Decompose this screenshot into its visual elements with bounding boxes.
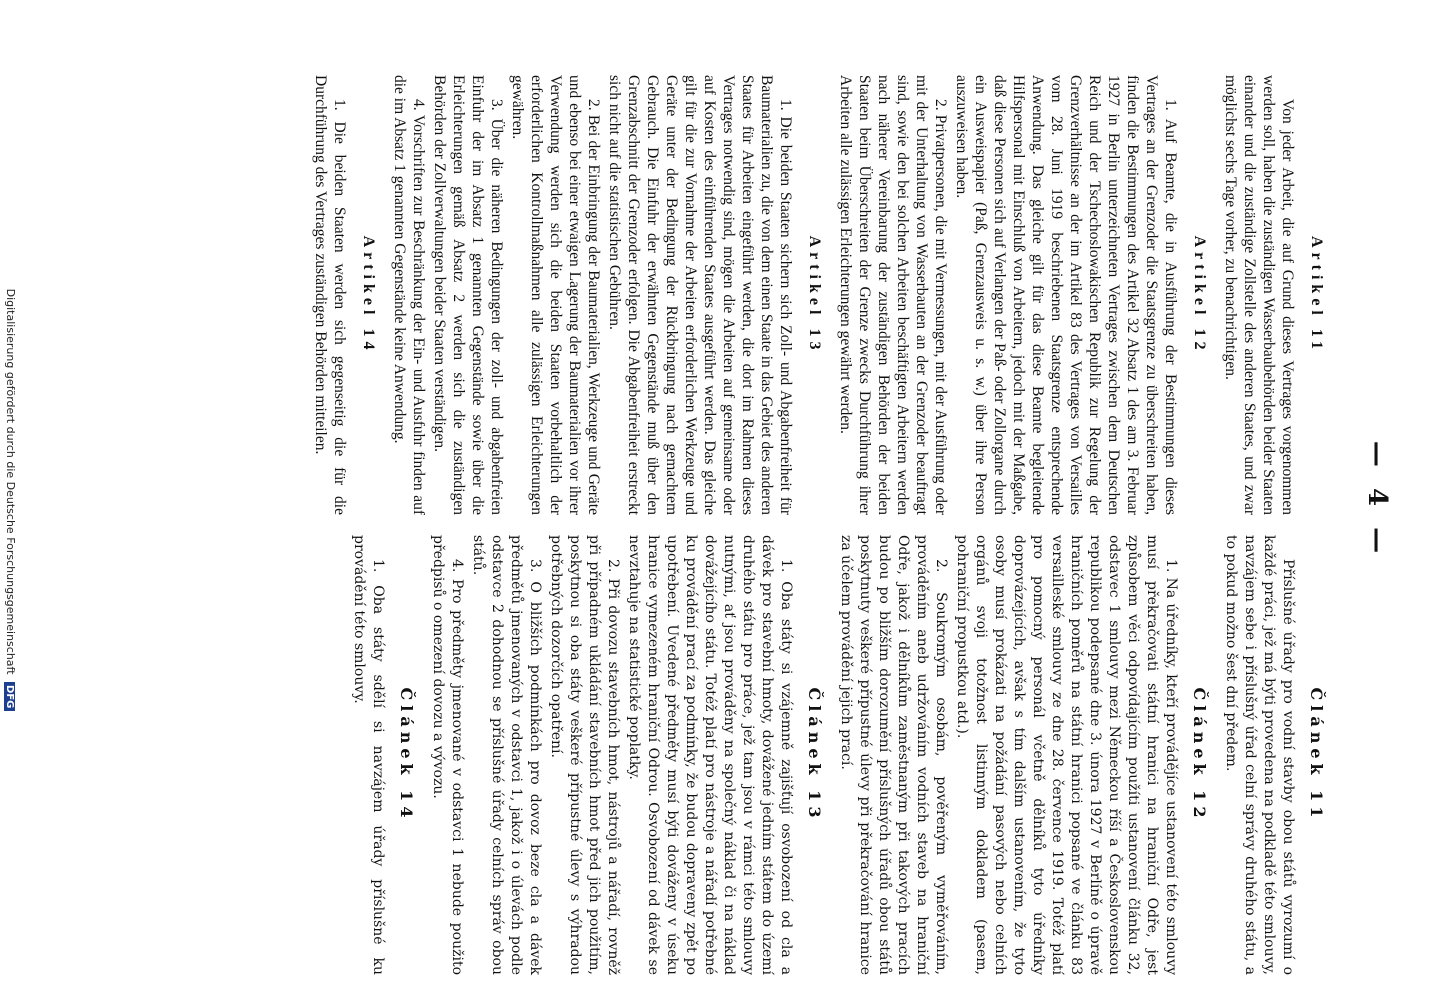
german-article-11-title: Artikel 11 <box>1308 236 1325 354</box>
digitization-credit-text: Digitalisierung gefördert durch die Deutsche Forschungsgemeinschaft <box>4 288 17 675</box>
dfg-logo: DFG <box>4 682 15 711</box>
czech-article-14-para-1: 1. Oba státy sdělí si navzájem úřady příslušné ku provádění této smlouvy. <box>351 535 386 975</box>
german-article-13-title: Artikel 13 <box>806 235 823 355</box>
german-article-13-para-4: 4. Vorschriften zur Beschränkung der Ein- und Ausfuhr finden auf die im Absatz 1 genannten Gegenstände keine Anwendung. <box>391 75 427 515</box>
czech-article-13-title: Článek 13 <box>805 687 824 823</box>
czech-article-13-para-4: 4. Pro předměty jmenované v odstavci 1 nebude použito předpisů o omezení dovozu a vývozu. <box>430 535 465 975</box>
czech-article-13-para-3: 3. O bližších podmínkách pro dovoz beze cla a dávek předmětů jmenovaných v odstavci 1, jakož i o úlevách podle odstavce 2 dohodnou se příslušné úřady celních správ obou států. <box>470 535 543 975</box>
czech-column <box>138 535 1338 975</box>
czech-article-13-para-2: 2. Při dovozu stavebních hmot, nástrojů a nářadí, rovněž při případném ukládání stavebních hmot před jich použitím, poskytnou si oba státy veškeré přípustné úlevy s výhradou potřebných dozorčích opatření. <box>548 535 621 975</box>
czech-article-12-para-1: 1. Na úředníky, kteří provádějíce ustanovení této smlouvy musí překračovati státní hranici na hraniční Odře, jest způsobem věci odpovídajícím použíti ustanovení článku 32, odstavec 1 smlouvy mezi Německou říší a Československou republikou podepsané dne 3. února 1927 v Berlíně o úpravě hraničních poměrů na státní hranici popsané ve článku 83 versailleské smlouvy ze dne 28. července 1919. Totéž platí pro pomocný personál včetně dělníků tyto úředníky doprovázejících, avšak s tím dalším ustanovením, že tyto osoby musí prokázati na požádání pasových nebo celních orgánů svoji totožnost listinným dokladem (pasem, pohraniční propustkou atd.). <box>954 535 1179 975</box>
page-number: — 4 — <box>1362 440 1392 560</box>
czech-article-11-title: Článek 11 <box>1307 687 1326 823</box>
german-article-14-para-1: 1. Die beiden Staaten werden sich gegenseitig die für die Durchführung des Vertrages zuständigen Behörden mitteilen. <box>312 75 348 515</box>
digitization-credit <box>4 0 17 1000</box>
german-article-11-text: Von jeder Arbeit, die auf Grund dieses Vertrages vorgenommen werden soll, haben die zuständigen Wasserbaubehörden beider Staaten einander und die zuständige Zollstelle des anderen Staates, und zwar möglichst sechs Tage vorher, zu benachrichtigen. <box>1222 75 1296 515</box>
german-article-13-para-3: 3. Über die näheren Bedingungen der zoll- und abgabenfreien Einfuhr der im Absatz 1 genannten Gegenstände sowie über die Erleichterungen gemäß Absatz 2 werden sich die zuständigen Behörden der Zollverwaltungen beider Staaten verständigen. <box>431 75 505 515</box>
german-article-12-para-1: 1. Auf Beamte, die in Ausführung der Bestimmungen dieses Vertrages an der Grenzoder die Staatsgrenze zu überschreiten haben, finden die Bestimmungen des Artikel 32 Absatz 1 des am 3. Februar 1927 in Berlin unterzeichneten Vertrages zwischen dem Deutschen Reich und der Tschechoslowakischen Republik zur Regelung der Grenzverhältnisse an der im Artikel 83 des Vertrages von Versailles vom 28. Juni 1919 beschriebenen Staatsgrenze entsprechende Anwendung. Das gleiche gilt für das diese Beamte begleitende Hilfspersonal mit Einschluß von Arbeitern, jedoch mit der Maßgabe, daß diese Personen sich auf Verlangen der Paß- oder Zollorgane durch ein Ausweispapier (Paß, Grenzausweis u. s. w.) über ihre Person auszuweisen haben. <box>953 75 1179 515</box>
czech-article-12-para-2: 2. Soukromým osobám, pověřeným vyměřováním, prováděním aneb udržováním vodních staveb na hraniční Odře, jakož i dělníkům zaměstnaným při takových pracích budou po bližším dorozumění příslušných úřadů obou států poskytnuty veškeré přípustné úlevy při překračování hranice za účelem provádění jejich prací. <box>838 535 949 975</box>
german-article-13-para-1: 1. Die beiden Staaten sichern sich Zoll- und Abgabenfreiheit für Baumaterialien zu, die von dem einen Staate in das Gebiet des anderen Staates für Arbeiten eingeführt werden, die dort im Rahmen dieses Vertrages notwendig sind, mögen die Arbeiten auf gemeinsame oder auf Kosten des einführenden Staates ausgeführt werden. Das gleiche gilt für die zur Vornahme der Arbeiten erforderlichen Werkzeuge und Geräte unter der Bedingung der Rückbringung nach gemachtem Gebrauch. Die Einfuhr der erwähnten Gegenstände muß über den Grenzabschnitt der Grenzoder erfolgen. Die Abgabenfreiheit erstreckt sich nicht auf die statistischen Gebühren. <box>606 75 794 515</box>
german-column <box>138 75 1338 515</box>
czech-article-12-title: Článek 12 <box>1190 687 1209 823</box>
german-article-12-para-2: 2. Privatpersonen, die mit Vermessungen, mit der Ausführung oder mit der Unterhaltung von Wasserbauten an der Grenzoder beauftragt sind, sowie den bei solchen Arbeiten beschäftigten Arbeitern werden nach näherer Vereinbarung der zuständigen Behörden der beiden Staaten beim Überschreiten der Grenze zwecks Durchführung ihrer Arbeiten alle zulässigen Erleichterungen gewährt werden. <box>837 75 949 515</box>
german-article-13-para-2: 2. Bei der Einbringung der Baumaterialien, Werkzeuge und Geräte und ebenso bei einer etwaigen Lagerung der Baumaterialien vor ihrer Verwendung werden sich die beiden Staaten vorbehaltlich der erforderlichen Kontrollmaßnahmen alle zulässigen Erleichterungen gewähren. <box>509 75 602 515</box>
german-article-12-title: Artikel 12 <box>1191 235 1208 355</box>
czech-article-14-title: Článek 14 <box>397 687 416 823</box>
czech-article-13-para-1: 1. Oba státy si vzájemně zajišťují osvobození od cla a dávek pro stavební hmoty, dovážené jedním státem do území druhého státu pro práce, jež tam jsou v rámci této smlouvy nutnými, ať jsou prováděny na společný náklad či na náklad dovážejícího státu. Totéž platí pro nástroje a nářadí potřebné ku provádění prací za podmínky, že budou dopraveny zpět po upotřebení. Uvedené předměty musí býti dováženy v úseku hranice vymezeném hraniční Odrou. Osvobození od dávek se nevztahuje na statistické poplatky. <box>626 535 794 975</box>
german-article-14-title: Artikel 14 <box>360 235 377 355</box>
czech-article-11-text: Příslušné úřady pro vodní stavby obou států vyrozumí o každé práci, jež má býti provedena na podkladě této smlouvy, navzájem sebe i příslušný úřad celní správy druhého státu, a to pokud možno šest dní předem. <box>1223 535 1296 975</box>
